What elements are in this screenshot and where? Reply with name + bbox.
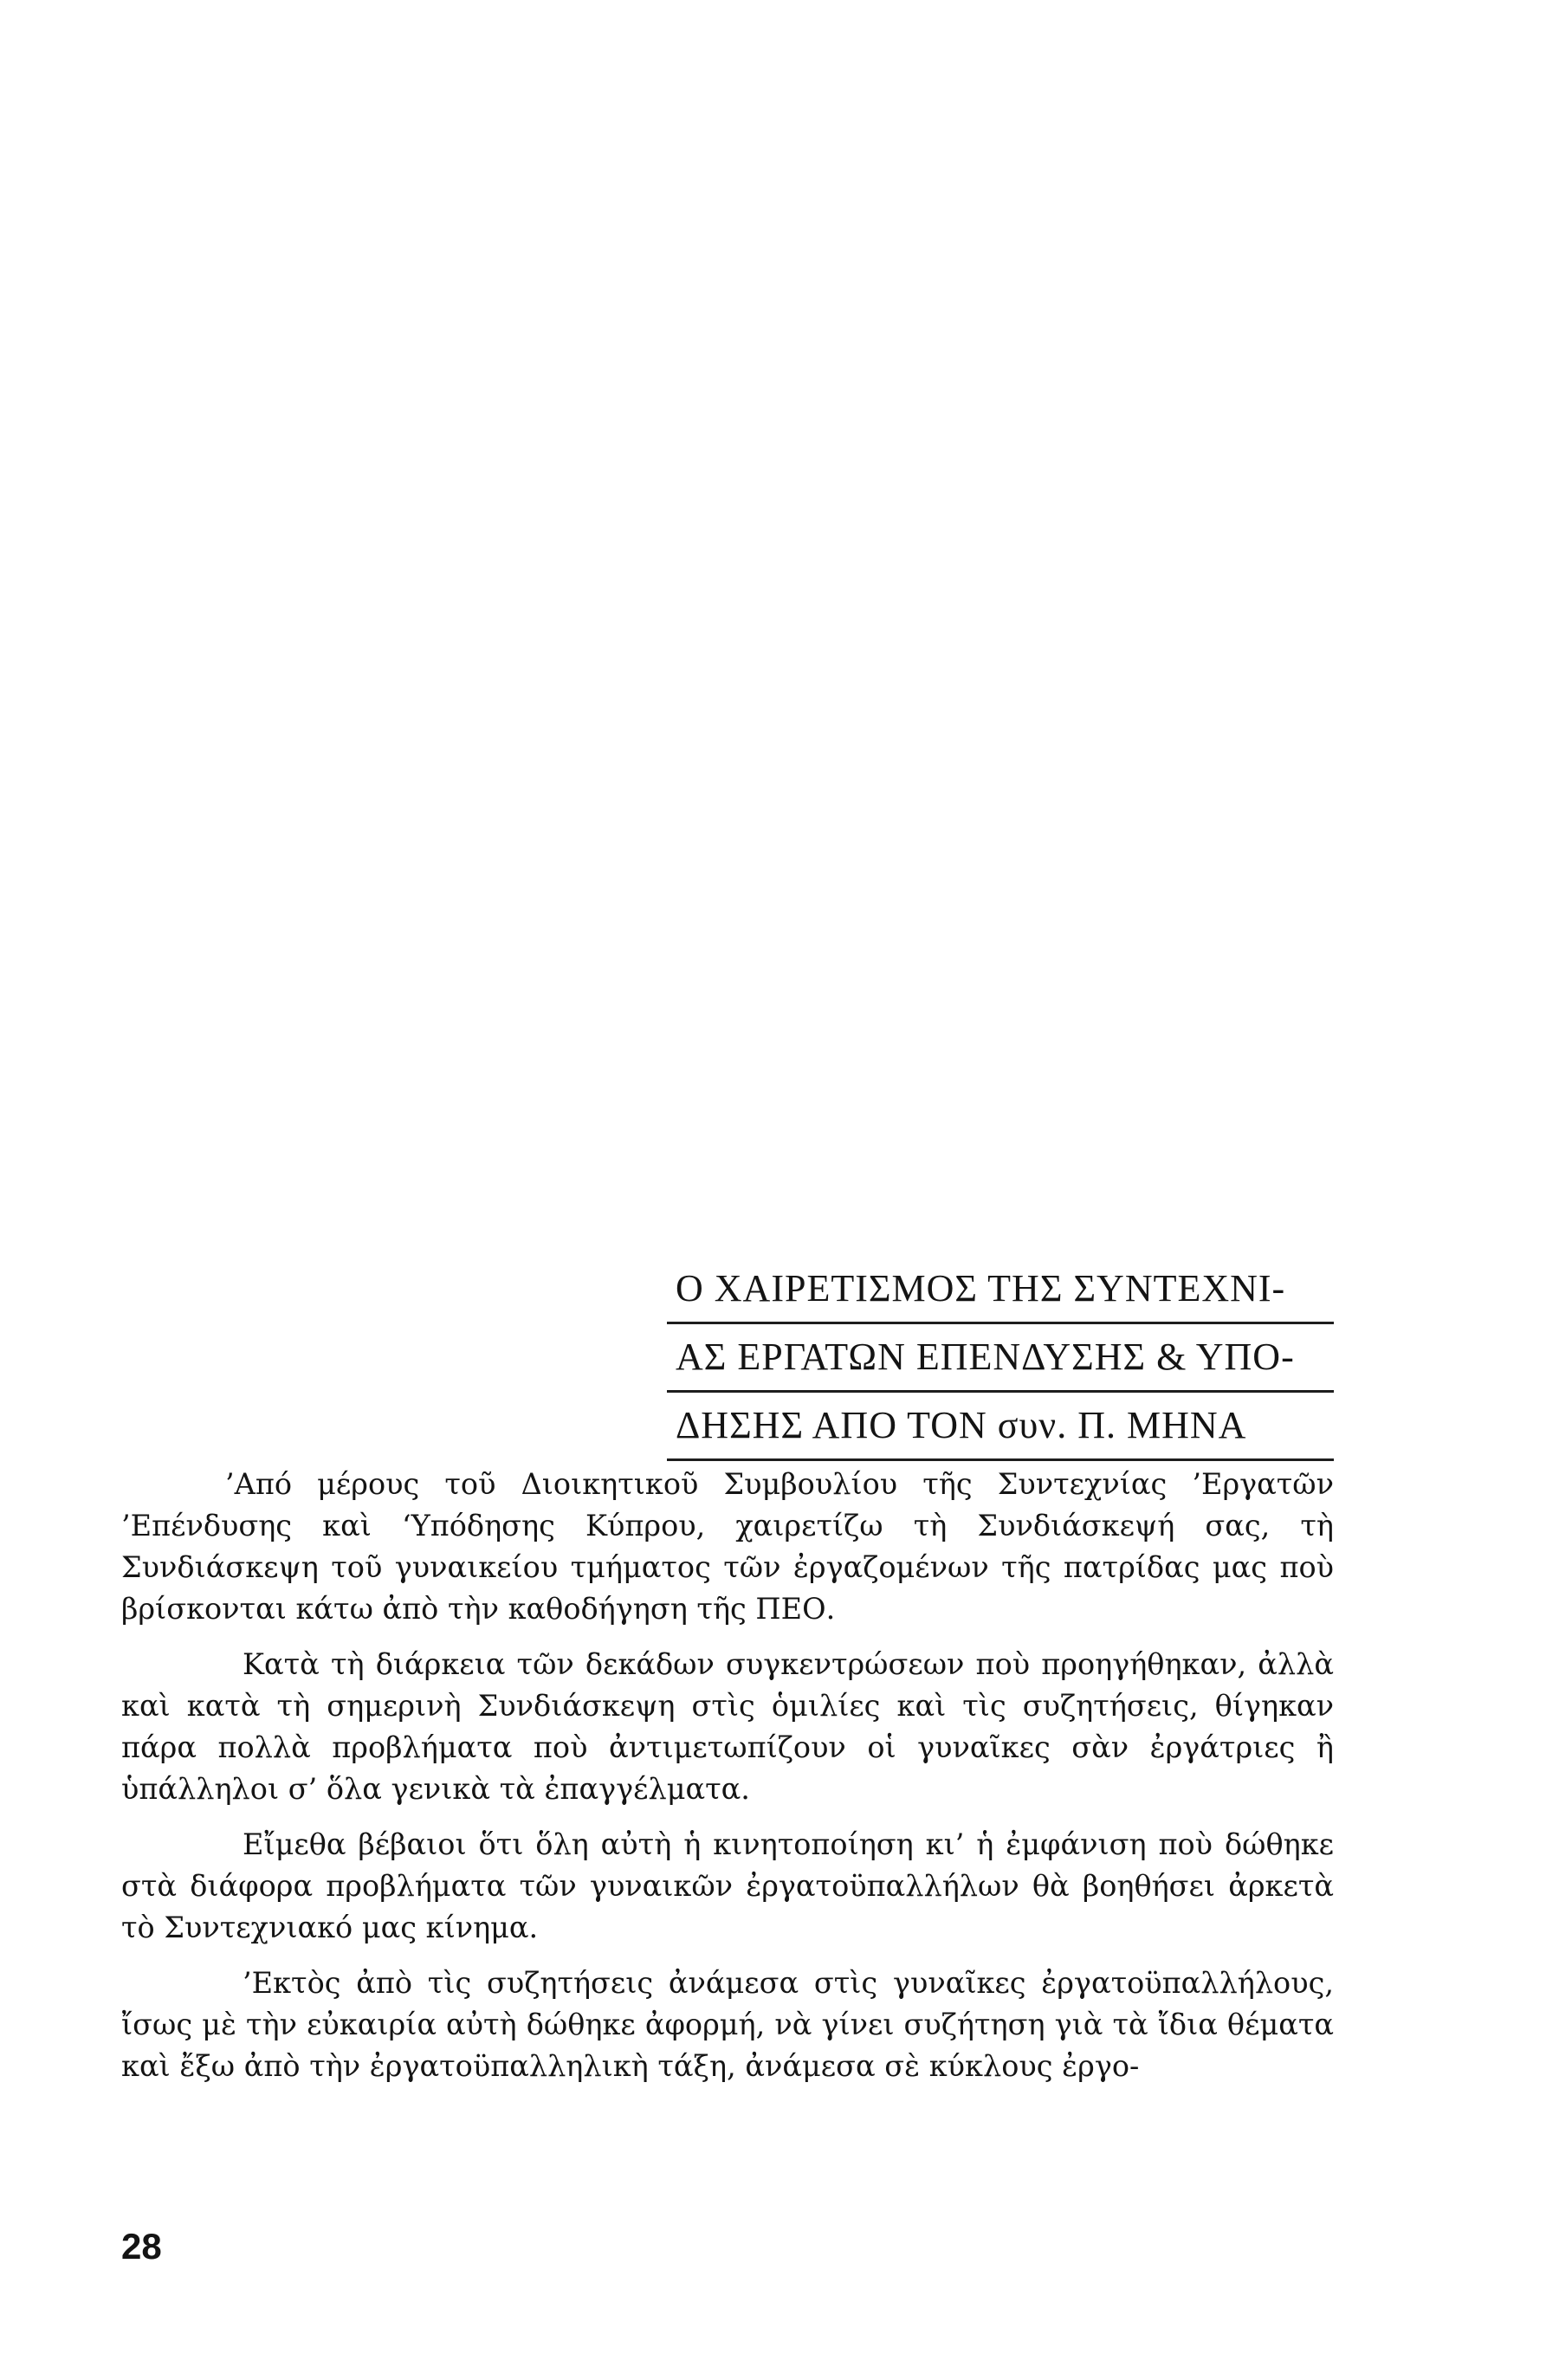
page-number: 28 — [121, 2226, 162, 2267]
article-body — [121, 1464, 1334, 2101]
article-title — [667, 1256, 1334, 1461]
paragraph-3: Εἴμεθα βέβαιοι ὅτι ὅλη αὐτὴ ἡ κινητοποίηση κι’ ἡ ἐμφάνιση ποὺ δώθηκε στὰ διάφορα προβλήματα τῶν γυναικῶν ἐργατοϋπαλλήλων θὰ βοηθήσει ἀρκετὰ τὸ Συντεχνιακό μας κίνημα. — [121, 1827, 1334, 1944]
title-line-1: Ο ΧΑΙΡΕΤΙΣΜΟΣ ΤΗΣ ΣΥΝΤΕΧΝΙ- — [667, 1256, 1334, 1324]
paragraph-1: ’Από μέρους τοῦ Διοικητικοῦ Συμβουλίου τῆς Συντεχνίας ’Εργατῶν ’Επένδυσης καὶ ‘Υπόδησης Κύπρου, χαιρετίζω τὴ Συνδιάσκεψή σας, τὴ Συνδιάσκεψη τοῦ γυναικείου τμήματος τῶν ἐργαζομένων τῆς πατρίδας μας ποὺ βρίσκονται κάτω ἀπὸ τὴν καθοδήγηση τῆς ΠΕΟ. — [121, 1467, 1334, 1626]
title-line-2: ΑΣ ΕΡΓΑΤΩΝ ΕΠΕΝΔΥΣΗΣ & ΥΠΟ- — [667, 1324, 1334, 1393]
paragraph-4: ’Εκτὸς ἀπὸ τὶς συζητήσεις ἀνάμεσα στὶς γυναῖκες ἐργατοϋπαλλήλους, ἴσως μὲ τὴν εὐκαιρία αὐτὴ δώθηκε ἀφορμή, νὰ γίνει συζήτηση γιὰ τὰ ἴδια θέματα καὶ ἔξω ἀπὸ τὴν ἐργατοϋπαλληλικὴ τάξη, ἀνάμεσα σὲ κύκλους ἐργο- — [121, 1966, 1334, 2083]
paragraph-2: Κατὰ τὴ διάρκεια τῶν δεκάδων συγκεντρώσεων ποὺ προηγήθηκαν, ἀλλὰ καὶ κατὰ τὴ σημερινὴ Συνδιάσκεψη στὶς ὁμιλίες καὶ τὶς συζητήσεις, θίγηκαν πάρα πολλὰ προβλήματα ποὺ ἀντιμετωπίζουν οἱ γυναῖκες σὰν ἐργάτριες ἢ ὑπάλληλοι σ’ ὅλα γενικὰ τὰ ἐπαγγέλματα. — [121, 1647, 1334, 1806]
title-line-3: ΔΗΣΗΣ ΑΠΟ ΤΟΝ συν. Π. ΜΗΝΑ — [667, 1393, 1334, 1461]
